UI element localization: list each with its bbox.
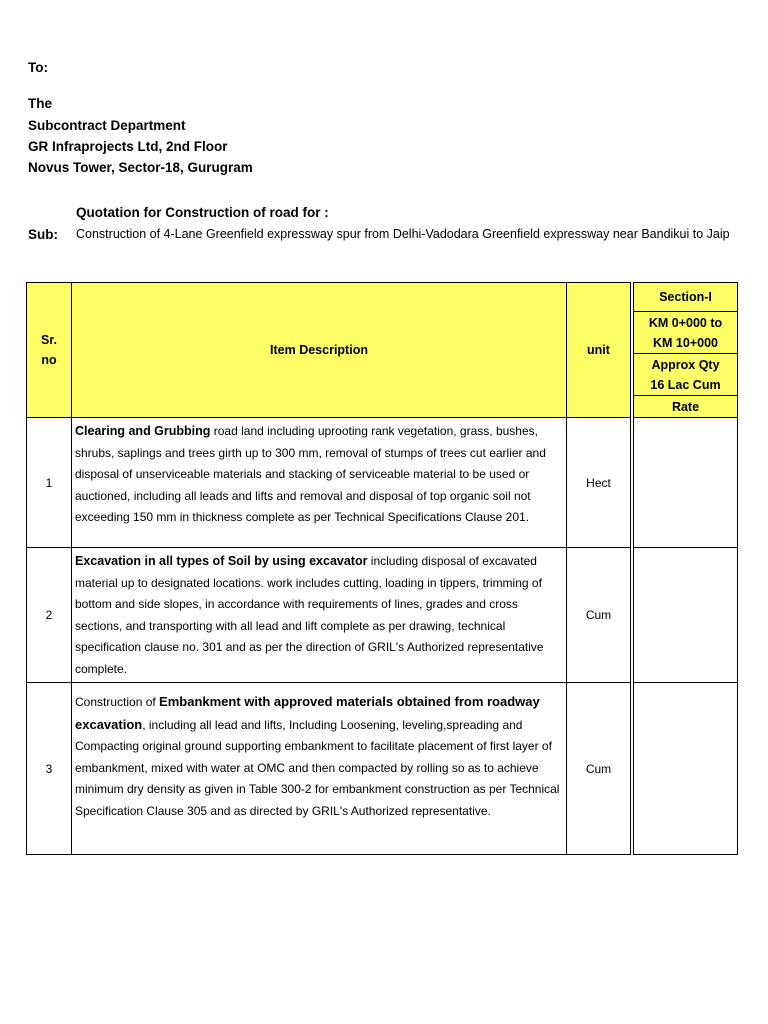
header-approx-qty: Approx Qty 16 Lac Cum <box>634 354 738 396</box>
row-unit: Hect <box>567 418 631 548</box>
quotation-table <box>26 282 738 855</box>
row-description: Construction of Embankment with approved materials obtained from roadway excavation, including all lead and lifts, Including Loosening, leveling,spreading and Compacting original ground supporting embankment to facilitate placement of first layer of embankment, mixed with water at OMC and then compacted by rolling so as to achieve minimum dry density as given in Table 300-2 for embankment construction as per Technical Specification Clause 305 and as directed by GRIL's Authorized representative. <box>72 683 567 855</box>
address-line-3: GR Infraprojects Ltd, 2nd Floor <box>28 139 228 154</box>
row-rate <box>634 548 738 683</box>
header-section: Section-I <box>634 283 738 312</box>
header-km-range: KM 0+000 to KM 10+000 <box>634 312 738 354</box>
row-description: Excavation in all types of Soil by using excavator including disposal of excavated material up to designated locations. work includes cutting, loading in tippers, trimming of bottom and side slopes, in accordance with requirements of lines, grades and cross sections, and transporting with all lead and lift complete as per drawing, technical specification clause no. 301 and as per the direction of GRIL's Authorized representative complete. <box>72 548 567 683</box>
row-rate <box>634 418 738 548</box>
row-description: Clearing and Grubbing road land including uprooting rank vegetation, grass, bushes, shrubs, saplings and trees girth up to 300 mm, removal of stumps of trees cut earlier and disposal of unserviceable materials and stacking of serviceable material to be used or auctioned, including all leads and lifts and removal and disposal of top organic soil not exceeding 150 mm in thickness complete as per Technical Specifications Clause 201. <box>72 418 567 548</box>
table-row <box>27 548 738 683</box>
address-line-2: Subcontract Department <box>28 118 186 133</box>
row-unit: Cum <box>567 683 631 855</box>
header-sr-no: Sr. no <box>27 283 72 418</box>
header-rate: Rate <box>634 396 738 418</box>
row-sr-no: 1 <box>27 418 72 548</box>
table-row <box>27 418 738 548</box>
subject-text: Construction of 4-Lane Greenfield expressway spur from Delhi-Vadodara Greenfield expressway near Bandikui to Jaip <box>76 227 730 241</box>
to-label: To: <box>28 60 48 75</box>
address-line-4: Novus Tower, Sector-18, Gurugram <box>28 160 253 175</box>
address-line-1: The <box>28 96 53 111</box>
subject-label: Sub: <box>28 227 58 242</box>
table-row <box>27 683 738 855</box>
header-item-description: Item Description <box>72 283 567 418</box>
row-sr-no: 2 <box>27 548 72 683</box>
header-unit: unit <box>567 283 631 418</box>
quotation-title: Quotation for Construction of road for : <box>76 205 329 220</box>
row-rate <box>634 683 738 855</box>
row-sr-no: 3 <box>27 683 72 855</box>
row-unit: Cum <box>567 548 631 683</box>
